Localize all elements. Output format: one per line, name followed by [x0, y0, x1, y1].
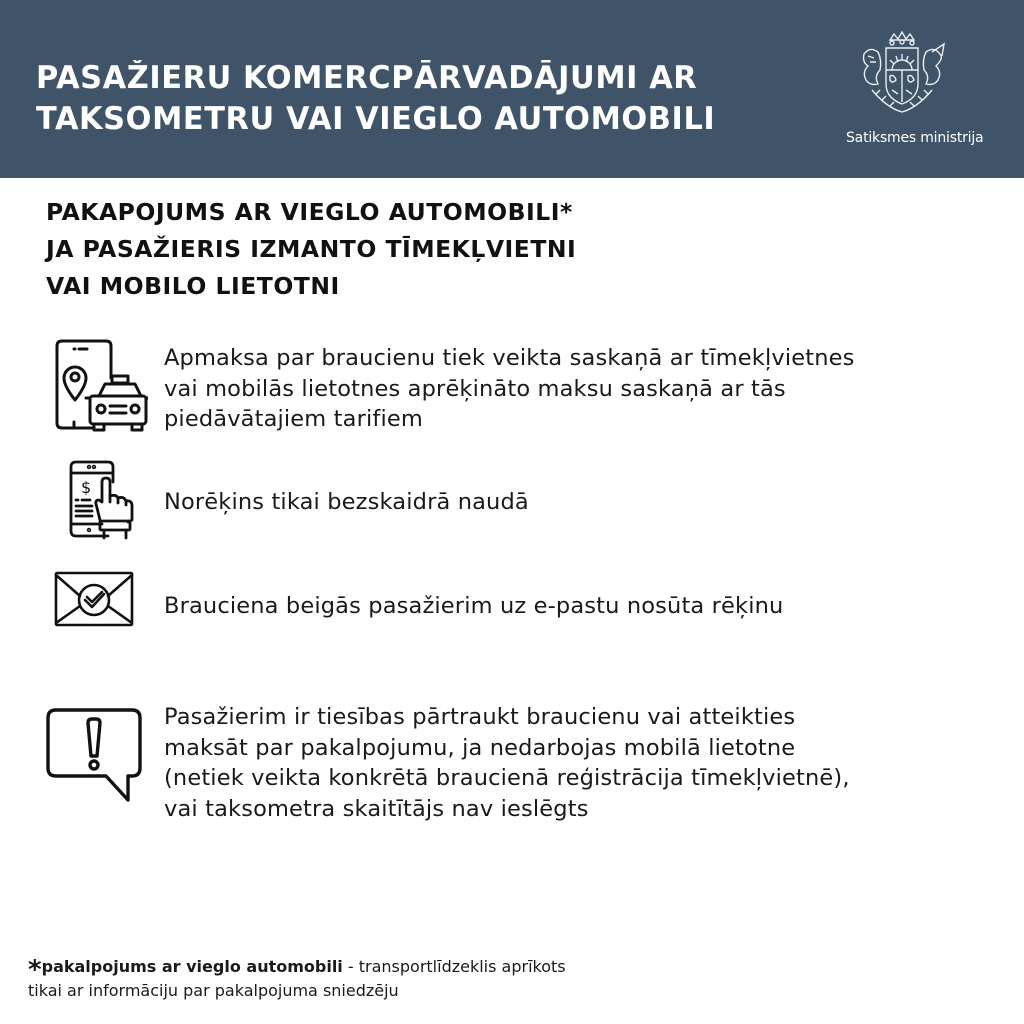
info-item-email-invoice — [164, 591, 783, 622]
page-title-line: TAKSOMETRU VAI VIEGLO AUTOMOBILI — [36, 101, 716, 137]
page-title-line: PASAŽIERU KOMERCPĀRVADĀJUMI AR — [36, 60, 698, 96]
svg-text:$: $ — [81, 478, 92, 497]
info-item-line: vai mobilās lietotnes aprēķināto maksu saskaņā ar tās — [164, 375, 786, 402]
info-item-cashless — [164, 487, 529, 518]
info-item-line: Apmaksa par braucienu tiek veikta saskaņā ar tīmekļvietnes — [164, 345, 855, 371]
info-item-line: Brauciena beigās pasažierim uz e-pastu nosūta rēķinu — [164, 593, 784, 619]
info-item-passenger-rights — [164, 702, 850, 824]
phone-payment-hand-icon — [68, 460, 134, 540]
coat-of-arms-logo — [852, 26, 952, 126]
footnote-term: pakalpojums ar vieglo automobili — [41, 957, 343, 976]
header-banner — [0, 0, 1024, 178]
info-item-line: (netiek veikta konkrētā braucienā reģistrācija tīmekļvietnē), — [164, 765, 850, 791]
envelope-check-icon — [54, 570, 134, 628]
section-heading — [46, 194, 576, 305]
info-item-line: vai taksometra skaitītājs nav ieslēgts — [164, 795, 589, 822]
footnote-asterisk: * — [28, 955, 42, 985]
ministry-name: Satiksmes ministrija — [846, 130, 984, 146]
footnote-definition-continued: tikai ar informāciju par pakalpojuma sniedzēju — [28, 981, 399, 1000]
speech-bubble-exclamation-icon — [44, 706, 144, 806]
section-heading-line: PAKAPOJUMS AR VIEGLO AUTOMOBILI* — [46, 198, 573, 226]
footnote-definition: - transportlīdzeklis aprīkots — [342, 957, 566, 976]
info-item-line: maksāt par pakalpojumu, ja nedarbojas mobilā lietotne — [164, 734, 796, 761]
phone-location-taxi-icon — [54, 338, 148, 432]
info-item-line: Norēķins tikai bezskaidrā naudā — [164, 489, 529, 515]
info-item-payment-tariff — [164, 343, 854, 435]
info-item-line: Pasažierim ir tiesības pārtraukt braucienu vai atteikties — [164, 704, 796, 730]
footnote — [28, 955, 566, 1003]
section-heading-line: JA PASAŽIERIS IZMANTO TĪMEKĻVIETNI — [46, 235, 577, 263]
section-heading-line: VAI MOBILO LIETOTNI — [46, 272, 340, 300]
info-item-line: piedāvātajiem tarifiem — [164, 406, 423, 432]
page-title — [36, 58, 715, 140]
